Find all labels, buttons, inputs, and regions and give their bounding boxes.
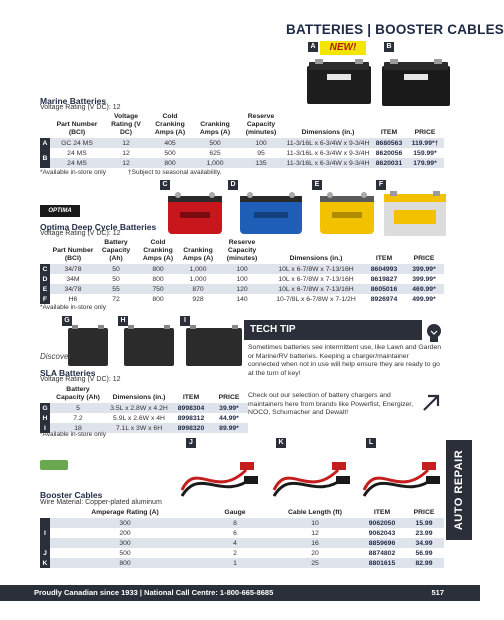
marine-subtitle: Voltage Rating (V DC): 12 xyxy=(40,104,121,111)
cell: 800 xyxy=(148,158,192,168)
optima-red-battery-image xyxy=(166,190,224,236)
cell: 135 xyxy=(238,158,284,168)
booster-cable-l-image xyxy=(358,450,442,502)
sla-table xyxy=(40,385,248,433)
cell: 1,000 xyxy=(180,264,216,274)
booster-subtitle: Wire Material: Copper-plated aluminum xyxy=(40,499,162,506)
footer-text: Proudly Canadian since 1933 | National Call Centre: 1-800-665-8685 xyxy=(34,588,274,597)
item-number: 9062043 xyxy=(368,529,396,537)
sla-battery-g-image xyxy=(66,324,110,368)
sla-battery-h-image xyxy=(122,324,176,368)
cell: 11-3/16L x 6-3/4W x 9-3/4H xyxy=(284,158,372,168)
cell: GC 24 MS xyxy=(50,138,104,148)
lightbulb-icon xyxy=(424,322,444,344)
col-header: Battery Capacity (Ah) xyxy=(56,386,100,401)
table-row xyxy=(40,138,444,148)
cell: 34/78 xyxy=(50,264,96,274)
item-number: 8604993 xyxy=(364,264,404,274)
marine-title: Marine Batteries xyxy=(40,96,107,106)
cell: 8 xyxy=(200,518,270,528)
cell: 11-3/16L x 6-3/4W x 9-3/4H xyxy=(286,149,370,157)
row-key: C xyxy=(40,264,50,274)
row-key: E xyxy=(40,284,50,294)
col-header: Reserve Capacity (minutes) xyxy=(226,239,258,262)
optima-yellowtop-h6-battery-image xyxy=(382,190,448,238)
item-number: 8801615 xyxy=(360,558,404,568)
cell: 405 xyxy=(148,138,192,148)
row-key: B xyxy=(40,148,50,168)
cell: 500 xyxy=(192,138,238,148)
price: 469.99* xyxy=(404,284,444,294)
price: 399.99* xyxy=(404,264,444,274)
badge-i: I xyxy=(180,316,190,326)
optima-logo: OPTIMA xyxy=(40,205,80,217)
cell: 10L x 6-7/8W x 7-13/16H xyxy=(268,264,364,274)
badge-e: E xyxy=(312,180,322,190)
item-number: 9062050 xyxy=(360,518,404,528)
marine-note-seasonal: †Subject to seasonal availability. xyxy=(128,169,222,176)
cell: 100 xyxy=(236,275,248,283)
table-row xyxy=(40,148,444,158)
row-key: G xyxy=(40,403,50,413)
col-header: Voltage Rating (V DC) xyxy=(111,113,141,136)
cell: 100 xyxy=(216,264,268,274)
cell: 72 xyxy=(112,295,120,303)
optima-subtitle: Voltage Rating (V DC): 12 xyxy=(40,230,121,237)
col-header: Dimensions (in.) xyxy=(301,129,355,136)
col-header: PRICE xyxy=(413,255,435,262)
side-tab-auto-repair xyxy=(446,440,472,540)
cell: 12 xyxy=(122,149,130,157)
sla-battery-i-image xyxy=(184,324,244,368)
cell: 34/78 xyxy=(50,284,96,294)
optima-title: Optima Deep Cycle Batteries xyxy=(40,222,157,232)
sla-title: SLA Batteries xyxy=(40,368,96,378)
badge-a: A xyxy=(308,42,318,52)
table-row xyxy=(40,528,444,538)
price: 159.99* xyxy=(413,149,437,157)
cell: 10L x 6-7/8W x 7-13/16H xyxy=(278,275,354,283)
col-header: Cranking Amps (A) xyxy=(199,121,231,136)
cell: 10-7/8L x 6-7/8W x 7-1/2H xyxy=(276,295,356,303)
col-header: ITEM xyxy=(375,255,393,262)
cell: 18 xyxy=(50,423,106,433)
cell: 1,000 xyxy=(189,275,207,283)
item-number: 8605016 xyxy=(364,284,404,294)
cell: 2 xyxy=(233,549,237,557)
booster-cable-j-image xyxy=(176,450,260,502)
cell: 7.2 xyxy=(73,414,83,422)
table-row xyxy=(40,518,444,528)
table-header-row xyxy=(40,508,444,518)
cell: 625 xyxy=(209,149,221,157)
item-number: 8859696 xyxy=(360,538,404,548)
booster-table xyxy=(40,508,444,568)
table-row xyxy=(40,558,444,568)
badge-g: G xyxy=(62,316,72,326)
marine-table xyxy=(40,112,444,168)
cell: 1 xyxy=(200,558,270,568)
table-row xyxy=(40,158,444,168)
row-key: F xyxy=(40,294,50,304)
price: 34.99 xyxy=(404,538,444,548)
col-header: Dimensions (in.) xyxy=(289,255,343,262)
table-row xyxy=(40,274,444,284)
cell: 300 xyxy=(50,538,200,548)
cell: 10 xyxy=(270,518,360,528)
cell: 11-3/16L x 6-3/4W x 9-3/4H xyxy=(284,138,372,148)
col-header: Cold Cranking Amps (A) xyxy=(142,239,174,262)
booster-cable-k-image xyxy=(268,450,352,502)
col-header: Part Number (BCI) xyxy=(52,247,94,262)
row-key: H xyxy=(40,413,50,423)
cell: 34M xyxy=(66,275,80,283)
col-header: ITEM xyxy=(373,509,391,516)
item-number: 8874802 xyxy=(368,549,396,557)
cell: 25 xyxy=(270,558,360,568)
table-header-row xyxy=(40,238,444,264)
cell: 16 xyxy=(270,538,360,548)
techtip-title: TECH TIP xyxy=(244,320,422,340)
cell: 800 xyxy=(136,264,180,274)
cell: 12 xyxy=(311,529,319,537)
discover-logo: Discover xyxy=(40,352,72,361)
col-header: Part Number (BCI) xyxy=(56,121,98,136)
page-title: BATTERIES | BOOSTER CABLES xyxy=(286,22,504,37)
price: 119.99*† xyxy=(406,138,444,148)
row-key: J xyxy=(40,548,50,558)
badge-f: F xyxy=(376,180,386,190)
cell: 800 xyxy=(50,558,200,568)
badge-k: K xyxy=(276,438,286,448)
price: 82.99 xyxy=(404,558,444,568)
cell: 300 xyxy=(50,518,200,528)
optima-note: *Available in-store only xyxy=(40,304,106,311)
marine-battery-a-image xyxy=(305,58,373,106)
table-header-row xyxy=(40,112,444,138)
badge-b: B xyxy=(384,42,394,52)
cell: 95 xyxy=(257,149,265,157)
table-row xyxy=(40,284,444,294)
item-number: 8620031 xyxy=(372,158,406,168)
techtip-link-text[interactable]: Check out our selection of battery chargers and maintainers here from brands like Powerfist, Energizer, NOCO, Schumacher and Dewalt! xyxy=(248,392,414,416)
col-header: Reserve Capacity (minutes) xyxy=(245,113,277,136)
table-row xyxy=(40,538,444,548)
price: 56.99 xyxy=(415,549,433,557)
col-header: Dimensions (in.) xyxy=(112,394,166,401)
item-number: 8998320 xyxy=(172,423,210,433)
row-key: I xyxy=(40,518,50,548)
price: 23.99 xyxy=(415,529,433,537)
cell: 3.5L x 2.8W x 4.2H xyxy=(106,403,172,413)
cell: 500 xyxy=(119,549,131,557)
table-row xyxy=(40,294,444,304)
new-badge: NEW! xyxy=(320,41,366,55)
cell: 750 xyxy=(136,284,180,294)
sla-note: *Available in-store only xyxy=(40,431,106,438)
item-number: 8680563 xyxy=(372,138,406,148)
arrow-up-right-icon[interactable] xyxy=(420,392,442,414)
page-footer xyxy=(0,585,480,601)
marine-battery-b-image xyxy=(380,58,452,108)
sla-subtitle: Voltage Rating (V DC): 12 xyxy=(40,376,121,383)
optima-yellow-battery-image xyxy=(318,190,376,236)
cell: H6 xyxy=(68,295,78,303)
col-header: Gauge xyxy=(224,509,246,516)
cell: 24 MS xyxy=(50,158,104,168)
price: 89.99* xyxy=(210,423,248,433)
price: 39.99* xyxy=(210,403,248,413)
cell: 50 xyxy=(96,264,136,274)
item-number: 8998304 xyxy=(172,403,210,413)
cell: 200 xyxy=(119,529,131,537)
item-number: 8620056 xyxy=(375,149,403,157)
cell: 10L x 6-7/8W x 7-13/16H xyxy=(268,284,364,294)
badge-j: J xyxy=(186,438,196,448)
col-header: Cranking Amps (A) xyxy=(182,247,214,262)
cell: 7.1L x 3W x 6H xyxy=(106,423,172,433)
cell: 20 xyxy=(311,549,319,557)
cell: 800 xyxy=(152,275,164,283)
table-row xyxy=(40,413,248,423)
optima-table xyxy=(40,238,444,304)
badge-h: H xyxy=(118,316,128,326)
item-number: 8619827 xyxy=(370,275,398,283)
col-header: Cable Length (ft) xyxy=(288,509,342,516)
col-header: ITEM xyxy=(380,129,398,136)
cell: 5 xyxy=(50,403,106,413)
cell: 24 MS xyxy=(67,149,87,157)
item-number: 8998312 xyxy=(177,414,205,422)
cell: 12 xyxy=(104,138,148,148)
cell: 6 xyxy=(233,529,237,537)
cell: 928 xyxy=(192,295,204,303)
table-row xyxy=(40,264,444,274)
cell: 120 xyxy=(216,284,268,294)
cell: 100 xyxy=(238,138,284,148)
booster-title: Booster Cables xyxy=(40,490,103,500)
row-key: I xyxy=(40,423,50,433)
badge-l: L xyxy=(366,438,376,448)
col-header: PRICE xyxy=(414,129,436,136)
cell: 55 xyxy=(96,284,136,294)
cell: 1,000 xyxy=(192,158,238,168)
col-header: ITEM xyxy=(182,394,200,401)
cell: 5.9L x 2.6W x 4H xyxy=(113,414,165,422)
price: 499.99* xyxy=(412,295,436,303)
techtip-text: Sometimes batteries see intermittent use, like Lawn and Garden or Marine/RV batteries. Keeping a charger/maintainer connected when not in use will help ensure they are ready to go at the turn of key! xyxy=(248,344,442,377)
badge-d: D xyxy=(228,180,238,190)
marine-note-instore: *Available in-store only xyxy=(40,169,106,176)
cell: 50 xyxy=(112,275,120,283)
row-key: D xyxy=(40,274,50,284)
col-header: Battery Capacity (Ah) xyxy=(101,239,131,262)
optima-blue-battery-image xyxy=(238,190,304,236)
price: 399.99* xyxy=(412,275,436,283)
col-header: PRICE xyxy=(218,394,240,401)
price: 15.99 xyxy=(404,518,444,528)
cell: 800 xyxy=(152,295,164,303)
side-tab-label: AUTO REPAIR xyxy=(453,449,465,531)
badge-c: C xyxy=(160,180,170,190)
cell: 12 xyxy=(104,158,148,168)
row-key: K xyxy=(40,558,50,568)
row-key: A xyxy=(40,138,50,148)
price: 179.99* xyxy=(406,158,444,168)
brand-logo xyxy=(40,460,68,470)
price: 44.99* xyxy=(219,414,239,422)
cell: 140 xyxy=(236,295,248,303)
table-header-row xyxy=(40,385,248,403)
table-row xyxy=(40,548,444,558)
col-header: Cold Cranking Amps (A) xyxy=(154,113,186,136)
col-header: PRICE xyxy=(413,509,435,516)
cell: 870 xyxy=(180,284,216,294)
page-number: 517 xyxy=(431,588,444,597)
cell: 4 xyxy=(200,538,270,548)
col-header: Amperage Rating (A) xyxy=(91,509,159,516)
item-number: 8926974 xyxy=(370,295,398,303)
cell: 500 xyxy=(164,149,176,157)
table-row xyxy=(40,403,248,413)
